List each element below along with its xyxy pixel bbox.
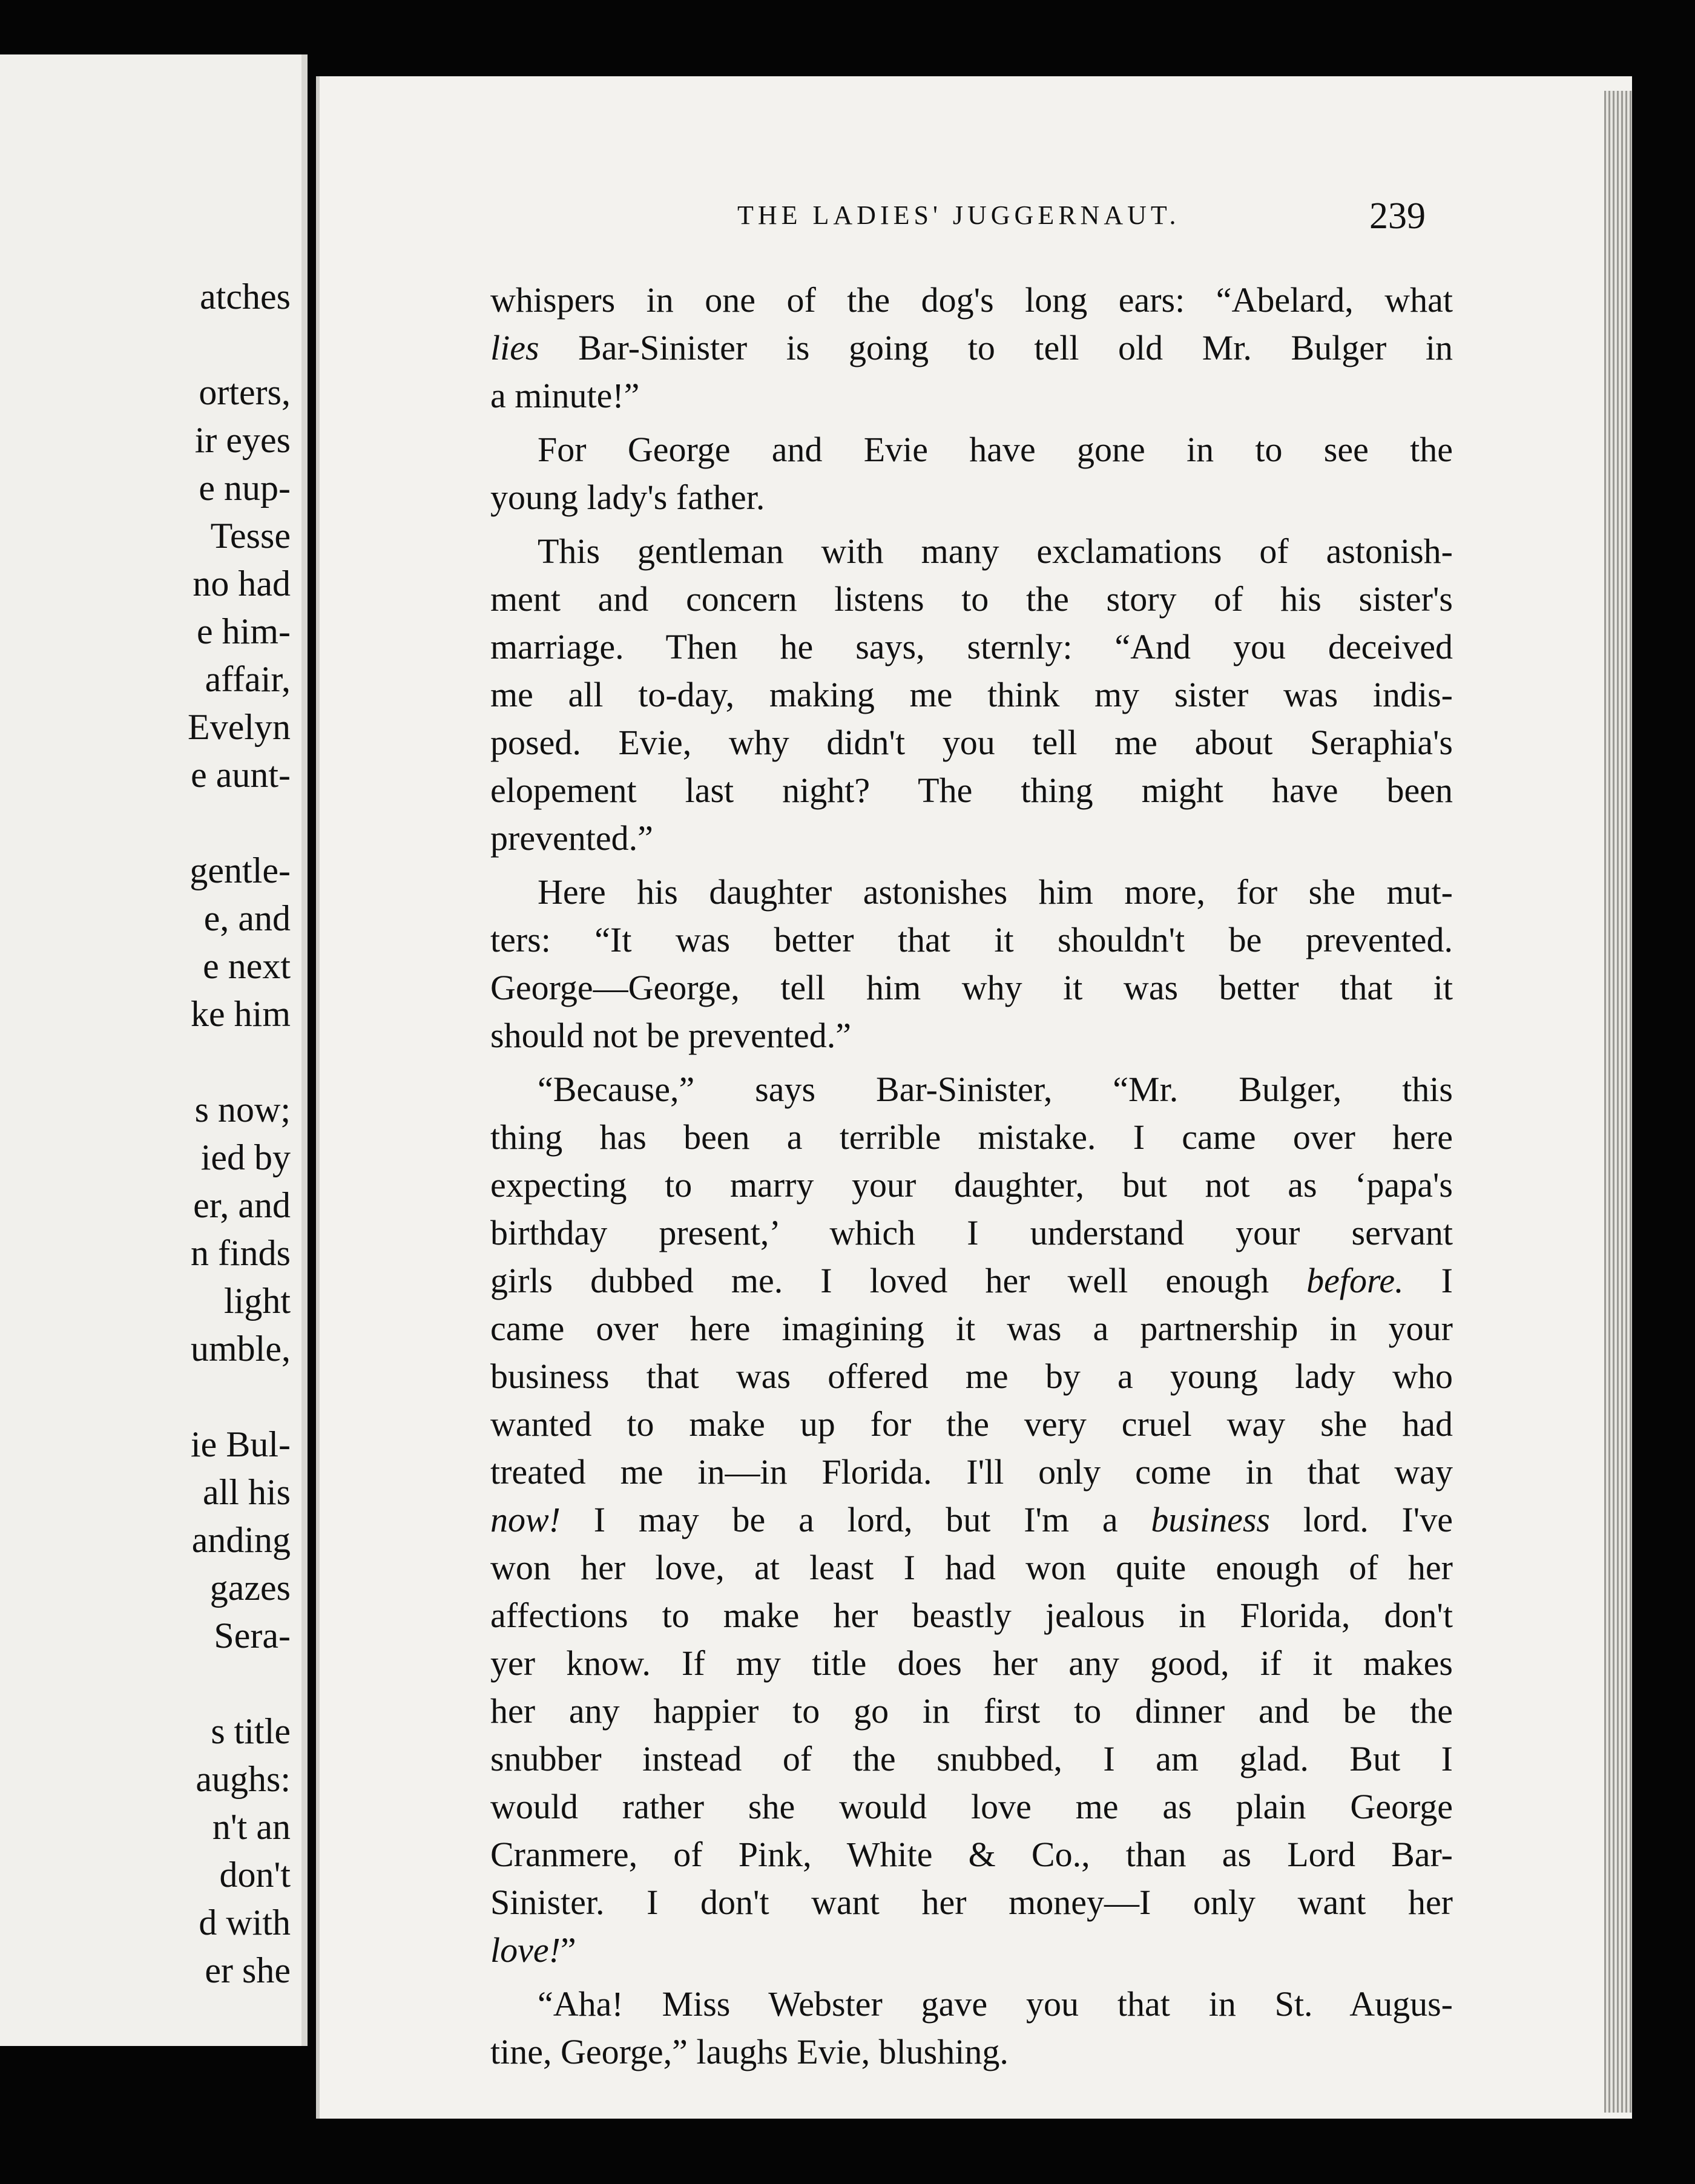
text-line: posed. Evie, why didn't you tell me about Seraphia's (490, 723, 1453, 762)
text-line: her any happier to go in first to dinner and be the (490, 1691, 1453, 1731)
left-fragment-line: all his (203, 1472, 291, 1512)
text-line: business that was offered me by a young lady who (490, 1357, 1453, 1396)
text-line: affections to make her beastly jealous in Florida, don't (490, 1596, 1453, 1635)
text-line (490, 1257, 1453, 1304)
left-fragment-line: e next (203, 946, 291, 986)
text-line: whispers in one of the dog's long ears: “Abelard, what (490, 280, 1453, 320)
text-line: This gentleman with many exclamations of astonish- (538, 531, 1453, 571)
left-fragment-line: er, and (193, 1185, 291, 1225)
text-line: prevented.” (490, 818, 653, 858)
left-fragment-line: aughs: (196, 1759, 291, 1799)
text-line: won her love, at least I had won quite enough of her (490, 1548, 1453, 1587)
text-line: young lady's father. (490, 478, 765, 517)
text-line (490, 324, 1453, 372)
left-fragment-line: anding (191, 1520, 291, 1560)
text-line: “Aha! Miss Webster gave you that in St. Augus- (538, 1984, 1453, 2024)
italic-segment: business (1151, 1500, 1270, 1539)
left-fragment-line: e, and (203, 898, 291, 938)
text-line: wanted to make up for the very cruel way she had (490, 1404, 1453, 1444)
text-line: should not be prevented.” (490, 1016, 851, 1055)
text-line: “Because,” says Bar-Sinister, “Mr. Bulger, this (538, 1070, 1453, 1109)
text-line: For George and Evie have gone in to see the (538, 430, 1453, 469)
italic-segment: love! (490, 1930, 561, 1970)
left-fragment-line: Tesse (210, 516, 291, 556)
text-segment: Bar-Sinister is going to tell old Mr. Bulger in (539, 328, 1453, 367)
text-line: Sinister. I don't want her money—I only want her (490, 1883, 1453, 1922)
text-line (490, 1926, 1453, 1974)
text-line: birthday present,’ which I understand your servant (490, 1213, 1453, 1252)
left-fragment-line: d with (199, 1903, 291, 1942)
text-line: came over here imagining it was a partnership in your (490, 1309, 1453, 1348)
left-fragment-line: n't an (212, 1807, 291, 1847)
text-line: elopement last night? The thing might have been (490, 771, 1453, 810)
italic-segment: before. (1306, 1261, 1404, 1300)
left-fragment-line: s now; (194, 1090, 291, 1130)
text-line: yer know. If my title does her any good, if it makes (490, 1643, 1453, 1683)
text-segment: ” (560, 1930, 576, 1970)
text-line: tine, George,” laughs Evie, blushing. (490, 2032, 1009, 2071)
left-fragment-line: atches (200, 277, 291, 317)
left-fragment-line: umble, (191, 1329, 291, 1369)
text-line: ters: “It was better that it shouldn't be prevented. (490, 920, 1453, 959)
text-line (490, 1496, 1453, 1544)
left-fragment-line: gazes (209, 1568, 291, 1608)
page-edge (1604, 91, 1632, 2113)
text-line: expecting to marry your daughter, but not as ‘papa's (490, 1165, 1453, 1205)
body-text (490, 276, 1453, 2076)
text-line: snubber instead of the snubbed, I am glad. But I (490, 1739, 1453, 1778)
running-header: THE LADIES' JUGGERNAUT. (737, 200, 1180, 230)
left-fragment-line: e nup- (199, 468, 291, 508)
left-fragment-line: Sera- (214, 1616, 291, 1656)
left-page-fragment (0, 54, 308, 2046)
text-line: treated me in—in Florida. I'll only come in that way (490, 1452, 1453, 1492)
left-fragment-line: ie Bul- (191, 1424, 291, 1464)
left-fragment-line: light (223, 1281, 291, 1321)
italic-segment: now! (490, 1500, 561, 1539)
left-fragment-line: s title (211, 1711, 291, 1751)
text-line: Here his daughter astonishes him more, for she mut- (538, 872, 1453, 912)
left-fragment-line: affair, (205, 659, 291, 699)
page-number: 239 (1369, 196, 1426, 237)
text-segment: I may be a lord, but I'm a (561, 1500, 1151, 1539)
text-segment: lord. I've (1269, 1500, 1453, 1539)
text-segment: girls dubbed me. I loved her well enough (490, 1261, 1307, 1300)
left-fragment-line: n finds (191, 1233, 291, 1273)
text-line: a minute!” (490, 376, 640, 415)
left-fragment-line: no had (193, 564, 291, 604)
text-line: George—George, tell him why it was better that it (490, 968, 1453, 1007)
text-line: would rather she would love me as plain George (490, 1787, 1453, 1826)
text-line: ment and concern listens to the story of his sister's (490, 579, 1453, 619)
left-fragment-line: e him- (197, 611, 291, 651)
left-fragment-line: gentle- (189, 850, 291, 890)
left-fragment-line: e aunt- (191, 755, 291, 795)
text-line: me all to-day, making me think my sister was indis- (490, 675, 1453, 714)
text-line: Cranmere, of Pink, White & Co., than as Lord Bar- (490, 1835, 1453, 1874)
left-fragment-line: ied by (200, 1137, 291, 1177)
text-line: thing has been a terrible mistake. I came over here (490, 1117, 1453, 1157)
left-fragment-line: ke him (191, 994, 291, 1034)
left-fragment-line: er she (205, 1950, 291, 1990)
left-fragment-line: orters, (199, 372, 291, 412)
left-fragment-line: don't (219, 1855, 291, 1895)
italic-segment: lies (490, 328, 539, 367)
left-fragment-line: Evelyn (188, 707, 291, 747)
text-line: marriage. Then he says, sternly: “And you deceived (490, 627, 1453, 666)
left-fragment-line: ir eyes (194, 420, 291, 460)
text-segment: I (1403, 1261, 1453, 1300)
